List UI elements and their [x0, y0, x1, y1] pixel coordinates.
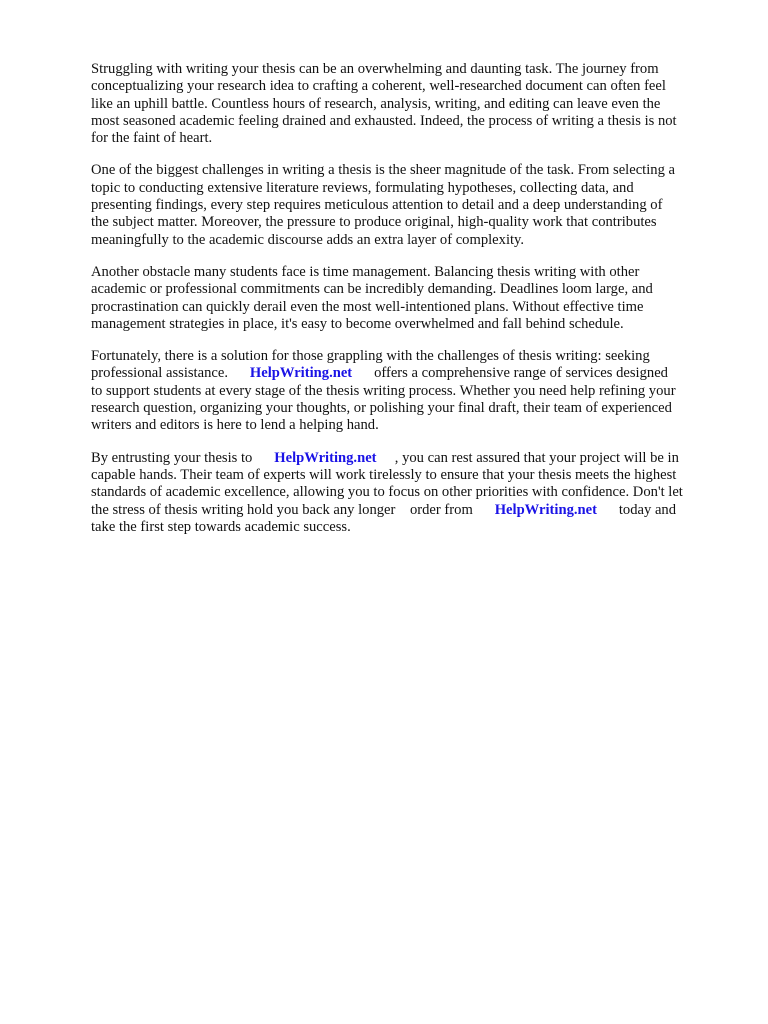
document-body — [91, 61, 723, 551]
text-segment: By entrusting your thesis to — [91, 449, 275, 466]
text-line: conceptualizing your research idea to crafting a coherent, well-researched document can often feel — [91, 78, 666, 95]
text-line — [91, 365, 723, 382]
text-segment: the stress of thesis writing hold you back any longer order from — [91, 501, 495, 518]
text-line: presenting findings, every step requires meticulous attention to detail and a deep understanding of — [91, 197, 663, 214]
text-line: procrastination can quickly derail even the most well-intentioned plans. Without effective time — [91, 298, 644, 315]
text-line: meaningfully to the academic discourse adds an extra layer of complexity. — [91, 231, 525, 248]
text-line: One of the biggest challenges in writing a thesis is the sheer magnitude of the task. From selecting a — [91, 162, 676, 179]
paragraph-challenges — [91, 162, 723, 248]
paragraph-intro — [91, 61, 723, 147]
text-line: for the faint of heart. — [91, 130, 213, 147]
text-segment: offers a comprehensive range of services designed — [352, 365, 668, 382]
text-line: management strategies in place, it's easy to become overwhelmed and fall behind schedule. — [91, 315, 624, 332]
paragraph-conclusion — [91, 450, 723, 536]
text-line: capable hands. Their team of experts will work tirelessly to ensure that your thesis meets the highest — [91, 466, 677, 483]
text-line: Fortunately, there is a solution for those grappling with the challenges of thesis writing: seeking — [91, 348, 650, 365]
text-line: research question, organizing your thoughts, or polishing your final draft, their team of experienced — [91, 400, 672, 417]
helpwriting-link[interactable]: HelpWriting.net — [494, 501, 597, 518]
text-segment: professional assistance. — [91, 365, 250, 382]
text-line: take the first step towards academic success. — [91, 518, 351, 535]
text-segment: today and — [596, 501, 677, 518]
text-line: most seasoned academic feeling drained and exhausted. Indeed, the process of writing a thesis is not — [91, 112, 677, 129]
paragraph-solution — [91, 348, 723, 434]
paragraph-time-management — [91, 264, 723, 333]
text-line: like an uphill battle. Countless hours of research, analysis, writing, and editing can leave even the — [91, 95, 661, 112]
text-line: topic to conducting extensive literature reviews, formulating hypotheses, collecting data, and — [91, 179, 634, 196]
helpwriting-link[interactable]: HelpWriting.net — [249, 365, 353, 382]
text-segment: , you can rest assured that your project will be in — [376, 449, 679, 466]
text-line: standards of academic excellence, allowing you to focus on other priorities with confidence. Don't let — [91, 484, 683, 501]
text-line — [91, 502, 723, 519]
text-line: Another obstacle many students face is time management. Balancing thesis writing with other — [91, 263, 640, 280]
text-line: writers and editors is here to lend a helping hand. — [91, 417, 379, 434]
text-line: Struggling with writing your thesis can be an overwhelming and daunting task. The journey from — [91, 61, 659, 77]
text-line: academic or professional commitments can be incredibly demanding. Deadlines loom large, and — [91, 281, 653, 298]
helpwriting-link[interactable]: HelpWriting.net — [274, 449, 377, 466]
text-line — [91, 450, 723, 467]
text-line: the subject matter. Moreover, the pressure to produce original, high-quality work that contributes — [91, 214, 657, 231]
text-line: to support students at every stage of the thesis writing process. Whether you need help refining your — [91, 382, 676, 399]
